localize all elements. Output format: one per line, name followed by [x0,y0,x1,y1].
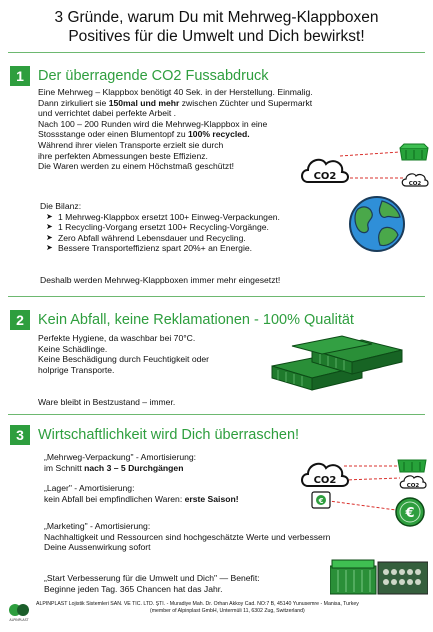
s2-line: Keine Schädlinge. [38,343,108,354]
co2-crate-illustration [300,140,430,192]
bilanz-list [46,212,280,254]
section-3-heading: Wirtschaftlichkeit wird Dich überraschen! [38,427,300,443]
bilanz-item: ➤ 1 Recycling-Vorgang ersetzt 100+ Recycling-Vorgänge. [46,222,280,233]
amortisation-1 [44,452,196,473]
b4-text: Beginne jeden Tag. 365 Chancen hat das Jahr. [44,583,223,594]
co2-label-small: CO2 [408,181,422,187]
section-1-heading: Der überragende CO2 Fussabdruck [38,68,269,84]
s1-line: Eine Mehrweg – Klappbox benötigt 40 Sek. in der Herstellung. Einmalig. [38,87,313,97]
footer-member: (member of Alpinplast GmbH, Untermüli 11, 6302 Zug, Switzerland) [150,608,305,614]
section-2-number: 2 [10,310,30,330]
section-3-number: 3 [10,425,30,445]
section-3-header [10,424,299,446]
footer-address: ALPINPLAST Lojistik Sistemleri SAN. VE TIC. LTD. ŞTI. - Muradiye Mah. Dr. Orhan Akkoy Cad. NO:7 B, 45140 Yunusemre - Manisa, Turkey [36,601,359,607]
co2-label: CO2 [313,475,337,486]
s1-line: ihre perfekten Abmessungen beste Effizienz. [38,150,208,161]
euro-small-label: € [318,497,324,505]
crate-icon [400,144,428,160]
b4-title: „Start Verbesserung für die Umwelt und Dich" — Benefit: [44,573,260,583]
a3-text: Deine Aussenwirkung sofort [44,542,151,553]
bilanz-title: Die Bilanz: [40,201,82,211]
section-2-closing: Ware bleibt in Bestzustand – immer. [38,397,176,407]
section-1-number: 1 [10,66,30,86]
title-line-1: 3 Gründe, warum Du mit Mehrweg-Klappboxen [54,9,379,26]
s2-line: holprige Transporte. [38,364,115,375]
section-1-text [38,87,313,172]
divider-2 [8,414,425,415]
s1-line: und verrichtet dabei perfekte Arbeit . [38,108,177,119]
page-title [0,8,433,46]
logo-text: ALPINPLAST [9,618,29,622]
amortisation-3 [44,521,330,553]
a2-text: kein Abfall bei empfindlichen Waren: erste Saison! [44,493,239,504]
a2-title: „Lager" - Amortisierung: [44,483,135,493]
divider-1 [8,296,425,297]
co2-label-small: CO2 [406,483,420,489]
divider-top [8,52,425,53]
euro-big-label: € [405,506,415,521]
section-1-conclusion: Deshalb werden Mehrweg-Klappboxen immer mehr eingesetzt! [40,275,281,285]
s1-line: Stossstange oder einen Blumentopf zu 100% recycled. [38,129,250,140]
co2-label: CO2 [313,171,337,182]
s1-line: Dann zirkuliert sie 150mal und mehr zwischen Züchter und Supermarkt [38,97,313,108]
s2-line: Perfekte Hygiene, da waschbar bei 70°C. [38,333,196,343]
alpinplast-logo [8,602,30,622]
title-line-2: Positives für die Umwelt und Dich bewirkst! [68,28,365,45]
s1-line: Die Waren werden zu einem Höchstmaß geschützt! [38,161,234,172]
s1-line: Nach 100 – 200 Runden wird die Mehrweg-Klappbox in eine [38,118,268,129]
crates-stack-image [262,326,412,394]
section-2-heading: Kein Abfall, keine Reklamationen - 100% Qualität [38,312,354,328]
crate-icon [398,460,426,472]
bilanz-item: ➤ Zero Abfall während Lebensdauer und Recycling. [46,233,280,244]
s1-line: Während ihrer vielen Transporte erzielt sie durch [38,139,224,150]
co2-euro-illustration [300,456,430,528]
benefit-4 [44,573,260,594]
crates-row-image [330,558,428,596]
bilanz-block [40,201,280,254]
a3-text: Nachhaltigkeit und Ressourcen sind hochgeschätzte Werte und verbessern [44,531,331,542]
section-2-text [38,333,209,375]
s2-line: Keine Beschädigung durch Feuchtigkeit oder [38,354,210,365]
a3-title: „Marketing" - Amortisierung: [44,521,151,531]
bilanz-item: ➤ 1 Mehrweg-Klappbox ersetzt 100+ Einweg-Verpackungen. [46,212,280,223]
a1-text: im Schnitt nach 3 – 5 Durchgängen [44,462,184,473]
amortisation-2 [44,483,239,504]
bilanz-item: ➤ Bessere Transporteffizienz spart 20%+ an Energie. [46,243,280,254]
section-1-header [10,65,269,87]
a1-title: „Mehrweg-Verpackung" - Amortisierung: [44,452,197,462]
globe-icon [348,195,406,253]
